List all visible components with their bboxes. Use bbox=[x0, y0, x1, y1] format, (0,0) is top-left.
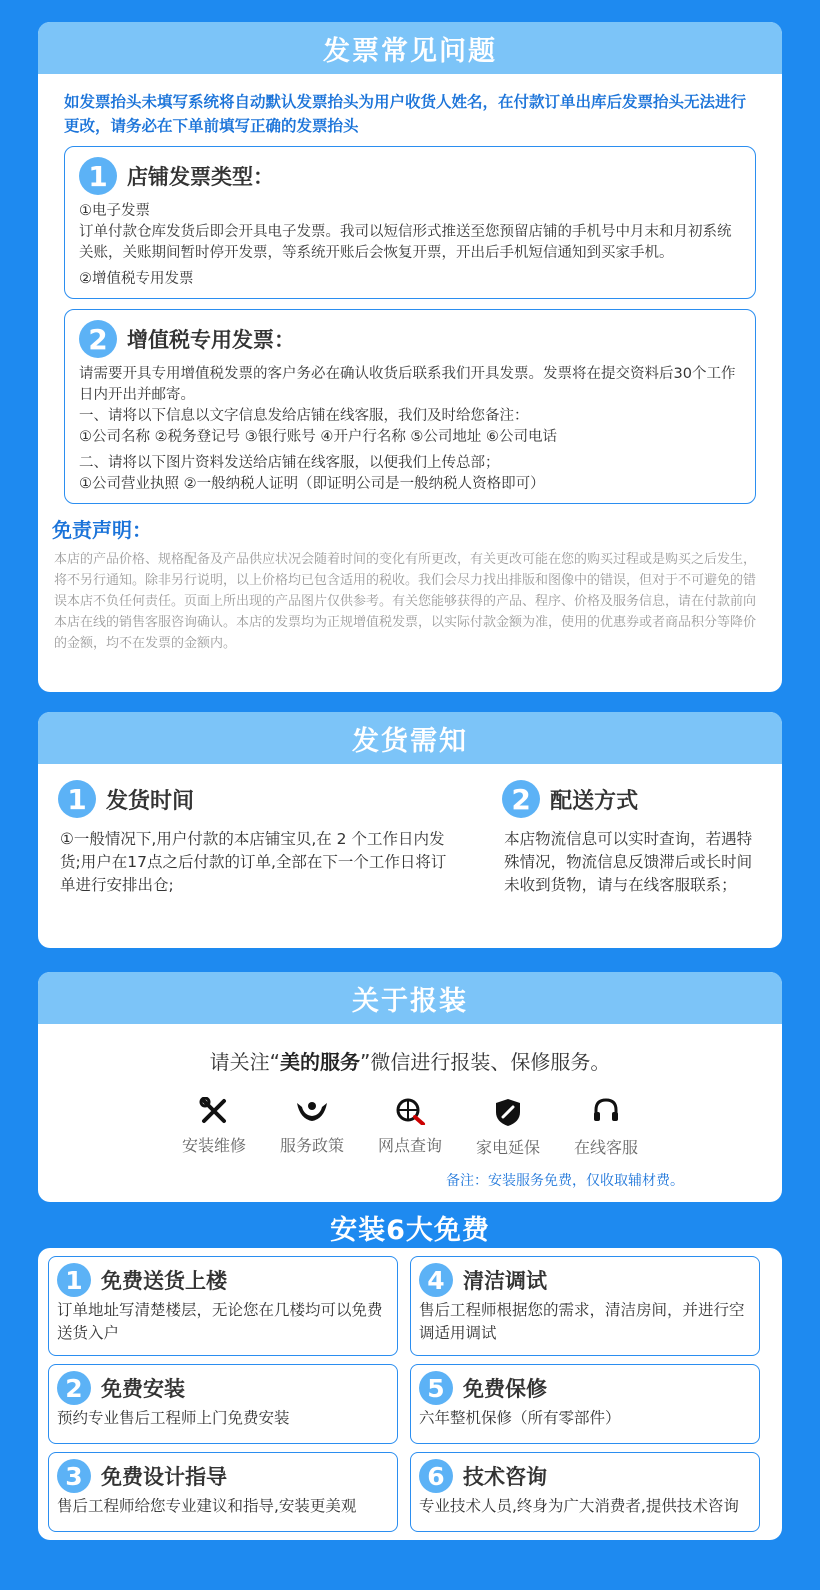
free-item-title: 技术咨询 bbox=[463, 1465, 547, 1489]
vat-line-3: ①公司名称 ②税务登记号 ③银行账号 ④开户行名称 ⑤公司地址 ⑥公司电话 bbox=[79, 429, 558, 445]
disclaimer-title: 免责声明： bbox=[52, 518, 152, 542]
service-label: 网点查询 bbox=[377, 1136, 442, 1155]
service-icons bbox=[38, 1097, 782, 1158]
free-item-desc: 售后工程师给您专业建议和指导,安装更美观 bbox=[57, 1497, 357, 1515]
free-item-desc: 订单地址写清楚楼层，无论您在几楼均可以免费送货入户 bbox=[57, 1301, 383, 1342]
number-badge-4: 4 bbox=[419, 1263, 453, 1297]
shipping-time-text: ①一般情况下,用户付款的本店铺宝贝,在 2 个工作日内发货;用户在17点之后付款的订单,全部在下一个工作日将订单进行安排出仓; bbox=[60, 830, 447, 894]
free-item-title: 免费安装 bbox=[101, 1377, 185, 1401]
vat-invoice-box bbox=[64, 309, 756, 504]
vat-line-5: ①公司营业执照 ②一般纳税人证明（即证明公司是一般纳税人资格即可） bbox=[79, 476, 545, 492]
globe-search-icon bbox=[394, 1097, 426, 1125]
free-services-panel bbox=[38, 1248, 782, 1540]
invoice-type-line-1: ①电子发票 bbox=[79, 203, 150, 219]
delivery-method-title: 配送方式 bbox=[550, 788, 639, 814]
service-label: 家电延保 bbox=[475, 1138, 540, 1157]
service-label: 在线客服 bbox=[573, 1138, 638, 1157]
invoice-notice: 如发票抬头未填写系统将自动默认发票抬头为用户收货人姓名，在付款订单出库后发票抬头无法进行更改，请务必在下单前填写正确的发票抬头 bbox=[64, 93, 747, 135]
service-label: 安装维修 bbox=[181, 1136, 246, 1155]
free-item-desc: 专业技术人员,终身为广大消费者,提供技术咨询 bbox=[419, 1497, 739, 1515]
free-item-desc: 六年整机保修（所有零部件） bbox=[419, 1409, 621, 1427]
shield-wrench-icon bbox=[493, 1097, 523, 1127]
free-item-title: 免费设计指导 bbox=[101, 1465, 227, 1489]
invoice-faq-title: 发票常见问题 bbox=[38, 22, 782, 76]
delivery-method-section bbox=[502, 780, 762, 897]
vat-line-1: 请需要开具专用增值税发票的客户务必在确认收货后联系我们开具发票。发票将在提交资料后30个工作日内开出并邮寄。 bbox=[79, 366, 736, 403]
headset-icon bbox=[591, 1097, 621, 1127]
service-policy[interactable] bbox=[263, 1097, 361, 1158]
shipping-time-title: 发货时间 bbox=[106, 788, 195, 814]
install-title: 关于报装 bbox=[38, 972, 782, 1026]
free-item-desc: 预约专业售后工程师上门免费安装 bbox=[57, 1409, 290, 1427]
install-instruction: 请关注“美的服务”微信进行报装、保修服务。 bbox=[209, 1050, 611, 1074]
tools-icon bbox=[199, 1097, 229, 1125]
shipping-time-section bbox=[58, 780, 460, 897]
service-install-repair[interactable] bbox=[165, 1097, 263, 1158]
invoice-type-line-3: ②增值税专用发票 bbox=[79, 271, 194, 287]
free-item-3 bbox=[48, 1452, 398, 1532]
install-note: 备注：安装服务免费，仅收取辅材费。 bbox=[446, 1173, 684, 1189]
number-badge-2: 2 bbox=[57, 1371, 91, 1405]
free-item-title: 清洁调试 bbox=[463, 1269, 547, 1293]
invoice-type-line-2: 订单付款仓库发货后即会开具电子发票。我司以短信形式推送至您预留店铺的手机号中月末和月初系统关账，关账期间暂时停开发票，等系统开账后会恢复开票，开出后手机短信通知到买家手机。 bbox=[79, 224, 732, 261]
number-badge-2: 2 bbox=[79, 320, 117, 358]
free-item-title: 免费送货上楼 bbox=[101, 1269, 227, 1293]
install-card bbox=[38, 972, 782, 1202]
free-item-6 bbox=[410, 1452, 760, 1532]
vat-invoice-title: 增值税专用发票： bbox=[127, 328, 295, 352]
number-badge-2: 2 bbox=[502, 780, 540, 818]
service-extended-warranty[interactable] bbox=[459, 1097, 557, 1158]
delivery-method-text: 本店物流信息可以实时查询，若遇特殊情况，物流信息反馈滞后或长时间未收到货物，请与在线客服联系； bbox=[504, 830, 753, 894]
free-item-title: 免费保修 bbox=[463, 1377, 547, 1401]
vat-line-2: 一、请将以下信息以文字信息发给店铺在线客服，我们及时给您备注： bbox=[79, 408, 529, 424]
service-hands-icon bbox=[294, 1097, 330, 1125]
shipping-card bbox=[38, 712, 782, 948]
free-item-5 bbox=[410, 1364, 760, 1444]
number-badge-1: 1 bbox=[58, 780, 96, 818]
free-item-1 bbox=[48, 1256, 398, 1356]
number-badge-3: 3 bbox=[57, 1459, 91, 1493]
vat-line-4: 二、请将以下图片资料发送给店铺在线客服，以便我们上传总部； bbox=[79, 455, 500, 471]
free-item-4 bbox=[410, 1256, 760, 1356]
invoice-type-title: 店铺发票类型： bbox=[127, 165, 274, 189]
disclaimer-text: 本店的产品价格、规格配备及产品供应状况会随着时间的变化有所更改，有关更改可能在您的购买过程或是购买之后发生，将不另行通知。除非另行说明，以上价格均已包含适用的税收。我们会尽力找出排版和图像中的错误，但对于不可避免的错误本店不负任何责任。页面上所出现的产品图片仅供参考。有关您能够获得的产品、程序、价格及服务信息，请在付款前向本店在线的销售客服咨询确认。本店的发票均为正规增值税发票，以实际付款金额为准，使用的优惠券或者商品积分等降价的金额，均不在发票的金额内。 bbox=[54, 552, 757, 651]
invoice-type-box bbox=[64, 146, 756, 299]
service-label: 服务政策 bbox=[279, 1136, 344, 1155]
free-item-2 bbox=[48, 1364, 398, 1444]
number-badge-5: 5 bbox=[419, 1371, 453, 1405]
service-online-support[interactable] bbox=[557, 1097, 655, 1158]
number-badge-6: 6 bbox=[419, 1459, 453, 1493]
number-badge-1: 1 bbox=[57, 1263, 91, 1297]
invoice-faq-card bbox=[38, 22, 782, 692]
shipping-title: 发货需知 bbox=[38, 712, 782, 766]
free-item-desc: 售后工程师根据您的需求，清洁房间，并进行空调适用调试 bbox=[419, 1301, 745, 1342]
midea-service-name: 美的服务 bbox=[280, 1050, 360, 1074]
service-outlet-search[interactable] bbox=[361, 1097, 459, 1158]
free-services-title: 安装6大免费 bbox=[330, 1215, 490, 1246]
number-badge-1: 1 bbox=[79, 157, 117, 195]
